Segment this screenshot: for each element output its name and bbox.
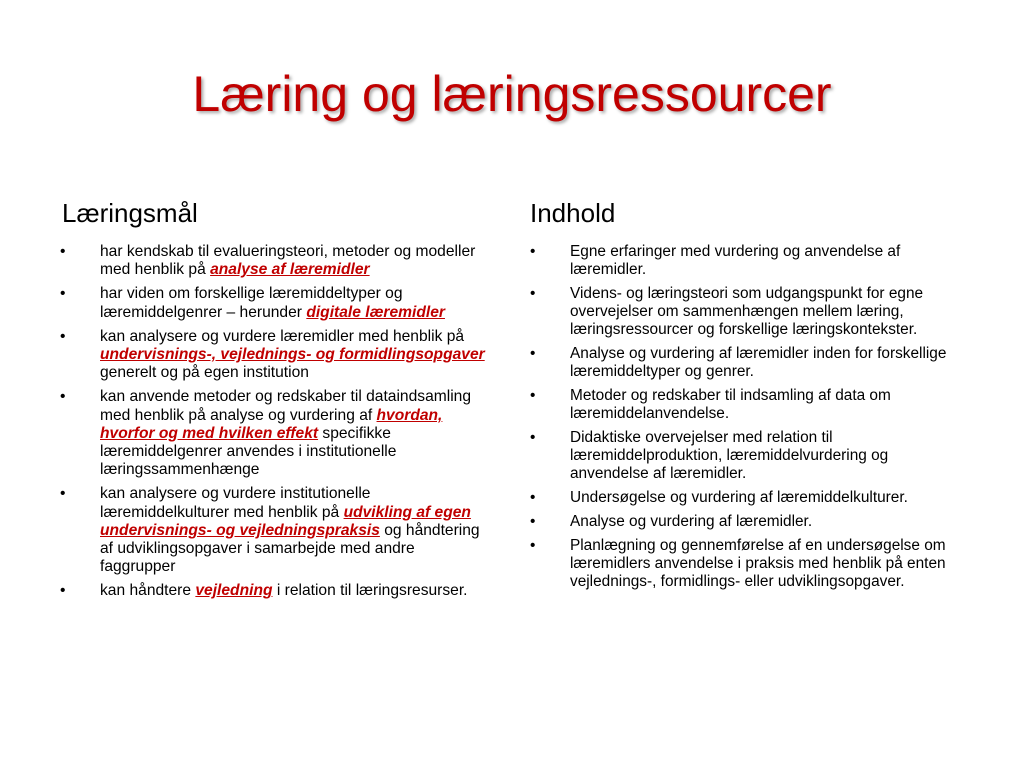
- learning-goal-item: [60, 285, 492, 321]
- content-item: [530, 345, 970, 381]
- goal-text: generelt og på egen institution: [100, 364, 309, 382]
- content-item: [530, 285, 970, 339]
- bullet-icon: •: [530, 387, 536, 404]
- goal-text: specifikke læremiddelgenrer anvendes i institutionelle læringssammenhænge: [100, 424, 397, 479]
- highlighted-phrase: hvordan, hvorfor og med hvilken effekt: [100, 406, 443, 442]
- bullet-icon: •: [60, 485, 66, 503]
- goal-text: kan håndtere: [100, 582, 196, 600]
- bullet-icon: •: [530, 513, 536, 530]
- content-text: Analyse og vurdering af læremidler.: [570, 513, 813, 530]
- learning-goal-item: [60, 388, 492, 479]
- highlighted-phrase: udvikling af egen undervisnings- og vejledningspraksis: [100, 503, 471, 539]
- bullet-icon: •: [530, 537, 536, 554]
- bullet-icon: •: [60, 243, 66, 260]
- goal-text: kan analysere og vurdere institutionelle læremiddelkulturer med henblik på: [100, 485, 371, 521]
- learning-goal-item: [60, 243, 492, 279]
- content-item: [530, 429, 970, 483]
- goal-text: har viden om forskellige læremiddeltyper og læremiddelgenrer – herunder: [100, 285, 403, 321]
- bullet-icon: •: [530, 489, 536, 506]
- content-text: Analyse og vurdering af læremidler inden for forskellige læremiddeltyper og genrer.: [570, 345, 947, 380]
- content-text: Egne erfaringer med vurdering og anvendelse af læremidler.: [570, 243, 901, 278]
- bullet-icon: •: [60, 285, 66, 303]
- goal-text: kan analysere og vurdere læremidler med henblik på: [100, 327, 465, 345]
- highlighted-phrase: undervisnings-, vejlednings- og formidlingsopgaver: [100, 346, 485, 364]
- learning-goal-item: [60, 328, 492, 383]
- content-item: [530, 537, 970, 591]
- content-item: [530, 387, 970, 423]
- content-text: Videns- og læringsteori som udgangspunkt for egne overvejelser om sammenhængen mellem læring, læringsressourcer og forskellige læringskontekster.: [570, 285, 924, 338]
- learning-goals-list: [60, 243, 492, 601]
- content-column: [530, 196, 970, 597]
- content-text: Metoder og redskaber til indsamling af data om læremiddelanvendelse.: [570, 387, 891, 422]
- goal-text: og håndtering af udviklingsopgaver i samarbejde med andre faggrupper: [100, 521, 480, 576]
- content-text: Didaktiske overvejelser med relation til læremiddelproduktion, læremiddelvurdering og anvendelse af læremidler.: [570, 429, 889, 482]
- learning-goals-column: [60, 196, 492, 607]
- content-heading: Indhold: [530, 198, 616, 228]
- bullet-icon: •: [530, 429, 536, 446]
- content-item: [530, 243, 970, 279]
- content-list: [530, 243, 970, 591]
- highlighted-phrase: analyse af læremidler: [210, 261, 370, 279]
- bullet-icon: •: [530, 285, 536, 302]
- bullet-icon: •: [530, 345, 536, 362]
- learning-goal-item: [60, 582, 492, 600]
- bullet-icon: •: [60, 388, 66, 406]
- highlighted-phrase: vejledning: [195, 582, 273, 600]
- content-text: Planlægning og gennemførelse af en undersøgelse om læremidlers anvendelse i praksis med henblik på enten vejlednings-, formidlings- eller udviklingsopgaver.: [570, 537, 946, 590]
- learning-goal-item: [60, 485, 492, 576]
- bullet-icon: •: [530, 243, 536, 260]
- goal-text: kan anvende metoder og redskaber til dataindsamling med henblik på analyse og vurdering af: [100, 388, 472, 424]
- bullet-icon: •: [60, 327, 66, 345]
- goal-text: i relation til læringsresurser.: [272, 582, 468, 600]
- content-text: Undersøgelse og vurdering af læremiddelkulturer.: [570, 489, 908, 506]
- content-item: [530, 513, 970, 531]
- learning-goals-heading: Læringsmål: [62, 198, 198, 228]
- slide-title: Læring og læringsressourcer: [192, 66, 832, 122]
- goal-text: har kendskab til evalueringsteori, metoder og modeller med henblik på: [100, 243, 476, 279]
- highlighted-phrase: digitale læremidler: [306, 303, 445, 321]
- content-item: [530, 489, 970, 507]
- bullet-icon: •: [60, 582, 66, 600]
